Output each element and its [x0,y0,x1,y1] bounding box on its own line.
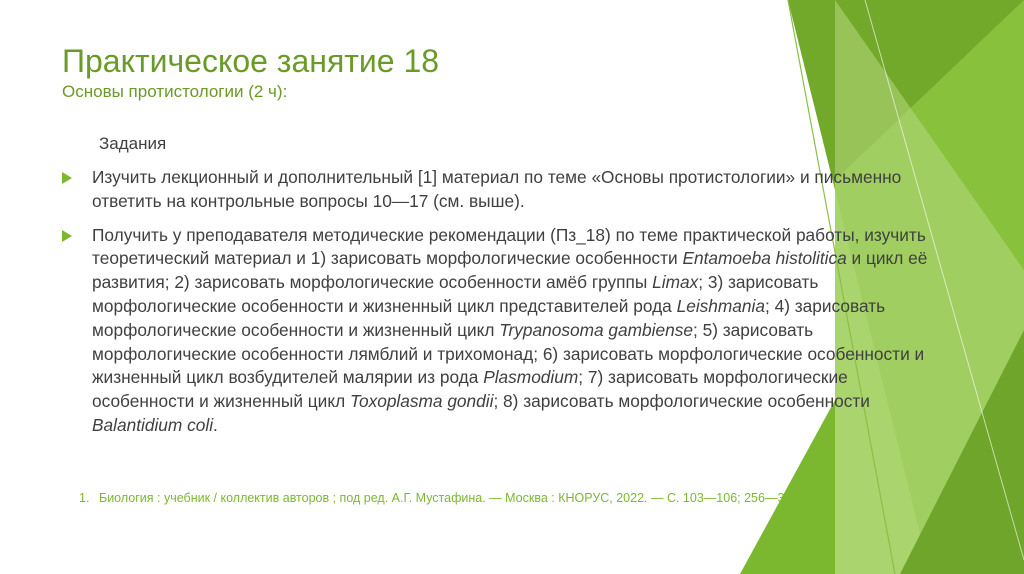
bullet-arrow-icon [62,172,72,184]
bullet-text-part: Получить у преподавателя методические рекомендации (Пз_18) по теме практической работы, изучить теоретический материал и 1) зарисовать морфологические особенности [92,224,926,269]
footnote-text: Биология : учебник / коллектив авторов ; под ред. А.Г. Мустафина. — Москва : КНОРУС, 2022. — С. 103—106; 256—330. [99,491,802,505]
tasks-list [62,166,932,448]
species-name: Entamoeba histolitica [682,248,847,269]
bullet-text-part: . [213,414,218,435]
species-name: Leishmania [676,295,765,316]
list-item [62,224,932,438]
bullet-text-part: ; 3) зарисовать морфологические особенности и жизненный цикл представителей рода [92,272,819,316]
list-item [62,166,932,214]
footnote [79,488,899,508]
species-name: Toxoplasma gondii [349,391,494,412]
bullet-text-part: ; 4) зарисовать морфологические особенности и жизненный цикл [92,295,886,340]
bullet-text: Изучить лекционный и дополнительный [1] материал по теме «Основы протистологии» и письменно ответить на контрольные вопросы 10—17 (см. выше). [92,167,902,211]
bullet-text-part: ; 8) зарисовать морфологические особенности [493,391,870,412]
bullet-text-part: ; 5) зарисовать морфологические особенности лямблий и трихомонад; 6) зарисовать морфологические особенности и жизненный цикл возбудителей малярии из рода [92,319,925,388]
bullet-text-part: и цикл её развития; 2) зарисовать морфологические особенности амёб группы [92,248,928,293]
species-name: Balantidium coli [92,414,214,435]
tasks-heading: Задания [99,134,167,153]
slide-subtitle: Основы протистологии (2 ч): [62,82,288,101]
bullet-arrow-icon [62,230,72,242]
footnote-number: 1. [79,491,90,505]
slide-title: Практическое занятие 18 [62,43,440,79]
species-name: Trypanosoma gambiense [499,319,693,340]
bullet-text-part: ; 7) зарисовать морфологические особенности и жизненный цикл [92,367,848,412]
species-name: Plasmodium [483,367,579,388]
species-name: Limax [652,272,699,293]
